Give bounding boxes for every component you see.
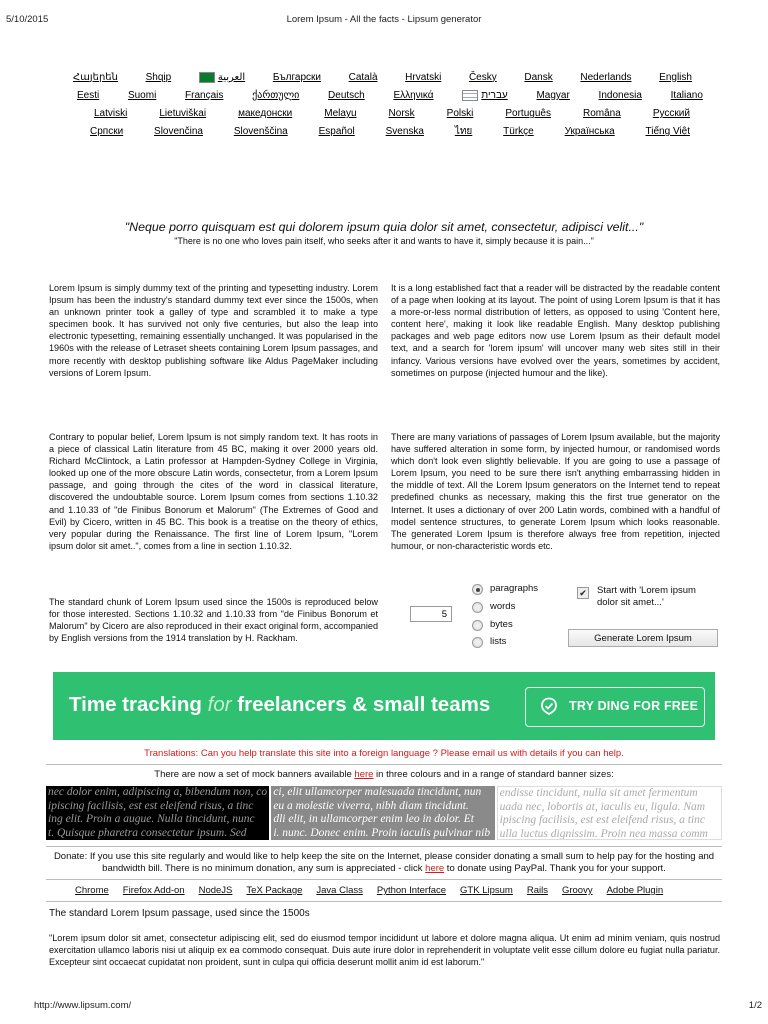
mock-banner-line: ing elit. Proin a augue. Nulla tincidunt, nunc [48,813,255,825]
language-row [56,104,716,122]
print-date: 5/10/2015 [6,14,49,25]
lang-czech[interactable]: Česky [468,71,497,83]
lang-greek[interactable]: Ελληνικά [393,89,434,101]
link-java-class[interactable]: Java Class [316,885,363,896]
standard-passage-text: "Lorem ipsum dolor sit amet, consectetur adipiscing elit, sed do eiusmod tempor incididunt ut labore et dolore magna aliqua. Ut enim ad minim veniam, quis nostrud exercitation ullamco laboris nisi ut aliquip ex ea commodo consequat. Duis aute irure dolor in reprehenderit in voluptate velit esse cillum dolore eu fugiat nulla pariatur. Excepteur sint occaecat cupidatat non proident, sunt in culpa qui officia deserunt mollit anim id est laborum." [49,933,720,968]
link-adobe-plugin[interactable]: Adobe Plugin [606,885,664,896]
lang-german[interactable]: Deutsch [328,89,365,101]
link-groovy[interactable]: Groovy [561,885,593,896]
link-rails[interactable]: Rails [526,885,548,896]
lang-hebrew-label: עברית [481,89,508,101]
lang-vietnamese[interactable]: Tiếng Việt [645,126,690,138]
ad-headline-for: for [207,693,232,716]
lang-estonian[interactable]: Eesti [77,89,100,101]
standard-passage-heading: The standard Lorem Ipsum passage, used since the 1500s [49,908,310,919]
ding-logo-icon [540,697,558,715]
where-to-get-text: There are many variations of passages of Lorem Ipsum available, but the majority have suffered alteration in some form, by injected humour, or randomised words which don't look even slightly believable. If you are going to use a passage of Lorem Ipsum, you need to be sure there isn't anything embarrassing hidden in the middle of text. All the Lorem Ipsum generators on the Internet tend to repeat predefined chunks as necessary, making this the first true generator on the Internet. It uses a dictionary of over 200 Latin words, combined with a handful of model sentence structures, to generate Lorem Ipsum which looks reasonable. The generated Lorem Ipsum is therefore always free from repetition, injected humour, or non-characteristic words etc. [391,432,720,551]
mock-banner-line: t. Quisque pharetra consectetur ipsum. Sed [48,826,247,839]
ad-headline-part: Time tracking [69,693,208,716]
lang-italian[interactable]: Italiano [670,89,703,101]
mock-banner-white[interactable] [497,786,722,840]
ad-headline-part: freelancers & small teams [231,693,491,716]
mock-banner-line: endisse tincidunt, nulla sit amet fermentum [499,787,698,799]
tool-links [75,885,663,896]
print-header [0,14,768,28]
radio-words[interactable] [472,602,483,613]
language-row [56,68,716,86]
lang-polish[interactable]: Polski [446,107,474,119]
ad-headline [69,693,490,717]
lang-romanian[interactable]: Româna [582,107,621,119]
mock-banner-line: eu a molestie viverra, nibh diam tincidunt. [273,799,469,812]
lang-latvian[interactable]: Latviski [94,107,128,119]
ad-banner[interactable] [53,672,715,740]
translations-note: Translations: Can you help translate this site into a foreign language ? Please email us with details if you can help. [144,748,624,759]
generate-button[interactable]: Generate Lorem Ipsum [568,629,718,647]
try-ding-button[interactable] [525,687,705,727]
radio-words-label: words [490,601,516,612]
arabic-flag-icon [199,72,215,83]
radio-bytes-label: bytes [490,619,513,630]
try-ding-label: TRY DING FOR FREE [569,699,699,713]
start-with-lorem-label: Start with 'Lorem ipsum dolor sit amet...' [597,585,696,608]
where-does-it-come-from-text: Contrary to popular belief, Lorem Ipsum is not simply random text. It has roots in a piece of classical Latin literature from 45 BC, making it over 2000 years old. Richard McClintock, a Latin professor at Hampden-Sydney College in Virginia, looked up one of the more obscure Latin words, consectetur, from a Lorem Ipsum passage, and going through the cites of the word in classical literature, discovered the undoubtable source. Lorem Ipsum comes from sections 1.10.32 and 1.10.33 of "de Finibus Bonorum et Malorum" (The Extremes of Good and Evil) by Cicero, written in 45 BC. This book is a treatise on the theory of ethics, very popular during the Renaissance. The first line of Lorem Ipsum, "Lorem ipsum dolor sit amet..", comes from a line in section 1.10.32. [49,432,378,551]
mock-banners-note [0,769,768,780]
mock-banner-line: ipiscing facilisis, est est eleifend risus, a tinc [48,799,254,812]
mock-banner-black[interactable] [46,786,269,840]
lang-slovak[interactable]: Slovenčina [154,126,203,138]
lang-dutch[interactable]: Nederlands [580,71,632,83]
print-title: Lorem Ipsum - All the facts - Lipsum generator [286,14,482,25]
divider [46,901,722,902]
lang-thai[interactable]: ไทย [454,126,473,138]
lang-norwegian[interactable]: Norsk [388,107,415,119]
lang-ukrainian[interactable]: Українська [564,126,615,138]
mock-banner-line: ulla luctus dignissim. Proin nea massa comm [499,827,708,840]
radio-bytes[interactable] [472,620,483,631]
lang-armenian[interactable]: Հայերեն [73,71,118,83]
lang-russian[interactable]: Pусский [652,107,690,119]
donate-link[interactable]: here [425,863,445,874]
lang-portuguese[interactable]: Português [505,107,551,119]
latin-quote: "Neque porro quisquam est qui dolorem ipsum quia dolor sit amet, consectetur, adipisci velit..." [124,220,644,234]
mock-banner-grey[interactable] [271,786,494,840]
mock-banner-line: ci, elit ullamcorper malesuada tincidunt, nun [273,786,482,798]
mock-banner-line: i. nunc. Donec enim. Proin iaculis pulvinar nib [273,826,491,839]
link-gtk-lipsum[interactable]: GTK Lipsum [460,885,513,896]
what-is-lorem-ipsum-text: Lorem Ipsum is simply dummy text of the printing and typesetting industry. Lorem Ipsum has been the industry's standard dummy text ever since the 1500s, when an unknown printer took a galley of type and scrambled it to make a type specimen book. It has survived not only five centuries, but also the leap into electronic typesetting, remaining essentially unchanged. It was popularised in the 1960s with the release of Letraset sheets containing Lorem Ipsum passages, and more recently with desktop publishing software like Aldus PageMaker including versions of Lorem Ipsum. [49,283,378,378]
why-use-it-text: It is a long established fact that a reader will be distracted by the readable content of a page when looking at its layout. The point of using Lorem Ipsum is that it has a more-or-less normal distribution of letters, as opposed to using 'Content here, content here', making it look like readable English. Many desktop publishing packages and web page editors now use Lorem Ipsum as their default model text, and a search for 'lorem ipsum' will uncover many web sites still in their infancy. Various versions have evolved over the years, sometimes by accident, sometimes on purpose (injected humour and the like). [391,283,720,378]
mock-banner-line: uada nec, lobortis at, iaculis eu, ligula. Nam [499,800,706,813]
lang-finnish[interactable]: Suomi [127,89,157,101]
mock-banners-link[interactable]: here [354,769,374,780]
lang-catalan[interactable]: Català [348,71,378,83]
start-with-lorem-checkbox[interactable]: ✔ [577,587,589,599]
radio-paragraphs[interactable] [472,584,483,595]
donate-text: Donate: If you use this site regularly and would like to help keep the site on the Internet, please consider donating a small sum to help pay for the hosting and bandwidth bill. There is no minimum donation, any sum is appreciated - click [53,851,715,874]
mock-banner-tiles [46,786,722,840]
mock-banner-line: ipiscing facilisis, est est eleifend risus, a tinc [499,814,706,826]
lang-georgian[interactable]: ქართული [252,89,300,101]
lang-croatian[interactable]: Hrvatski [405,71,442,83]
amount-input[interactable] [410,606,452,622]
mock-banners-text: There are now a set of mock banners available [154,769,355,780]
israel-flag-icon [462,90,478,101]
page-number: 1/2 [748,1000,762,1011]
lang-hebrew[interactable] [462,90,507,101]
lang-malay[interactable]: Melayu [324,107,357,119]
radio-lists-label: lists [490,636,507,647]
language-links [56,68,716,141]
standard-chunk-text: The standard chunk of Lorem Ipsum used since the 1500s is reproduced below for those interested. Sections 1.10.32 and 1.10.33 from "de Finibus Bonorum et Malorum" by Cicero are also reproduced in their exact original form, accompanied by English versions from the 1914 translation by H. Rackham. [49,597,378,644]
lang-albanian[interactable]: Shqip [145,71,172,83]
lang-slovenian[interactable]: Slovenščina [233,126,288,138]
donate-text: to donate using PayPal. Thank you for your support. [444,863,666,874]
language-row [56,86,716,104]
divider [46,879,722,880]
link-firefox-addon[interactable]: Firefox Add-on [122,885,185,896]
radio-lists[interactable] [472,637,483,648]
divider [46,846,722,847]
lang-macedonian[interactable]: македонски [238,107,293,119]
lang-arabic-label: العربية [217,71,246,83]
lang-english[interactable]: English [659,71,692,83]
lang-french[interactable]: Français [185,89,224,101]
lang-turkish[interactable]: Türkçe [503,126,534,138]
lang-swedish[interactable]: Svenska [385,126,424,138]
print-url: http://www.lipsum.com/ [34,1000,132,1011]
english-quote: "There is no one who loves pain itself, who seeks after it and wants to have it, simply because it is pain..." [174,236,594,246]
radio-paragraphs-label: paragraphs [490,583,539,594]
language-row [56,123,716,141]
mock-banner-line: dli elit, in ullamcorper enim leo in dolor. Et [273,813,474,825]
donate-note [46,851,722,875]
lang-serbian[interactable]: Српски [90,126,124,138]
link-python-interface[interactable]: Python Interface [376,885,447,896]
lang-arabic[interactable] [199,72,245,83]
link-chrome[interactable]: Chrome [75,885,109,896]
lang-indonesian[interactable]: Indonesia [598,89,642,101]
lang-bulgarian[interactable]: Български [272,71,321,83]
divider [46,764,722,765]
link-tex-package[interactable]: TeX Package [246,885,303,896]
lang-hungarian[interactable]: Magyar [536,89,570,101]
lang-lithuanian[interactable]: Lietuviškai [159,107,207,119]
mock-banner-line: nec dolor enim, adipiscing a, bibendum non, co [48,786,268,798]
mock-banners-text: in three colours and in a range of standard banner sizes: [373,769,614,780]
lang-spanish[interactable]: Español [318,126,355,138]
link-nodejs[interactable]: NodeJS [198,885,233,896]
lang-danish[interactable]: Dansk [524,71,553,83]
